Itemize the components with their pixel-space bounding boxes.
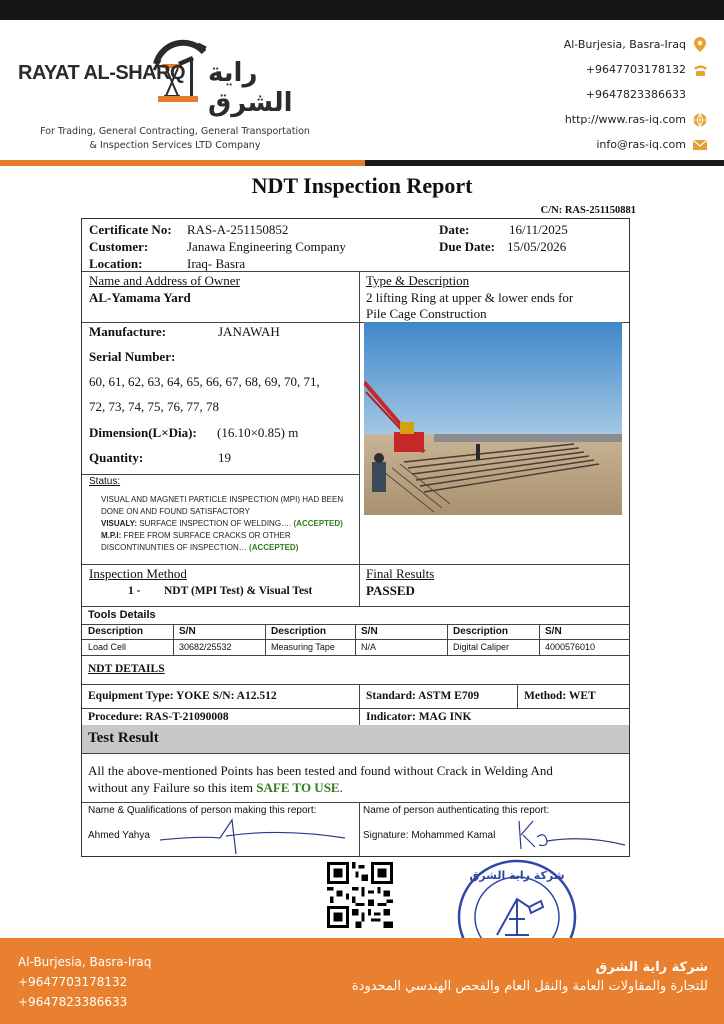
due-date-label: Due Date: [439,239,495,254]
type-value-1: 2 lifting Ring at upper & lower ends for [366,290,574,305]
tools-cell-measuring-tape-sn: N/A [361,642,377,652]
qr-code [327,862,393,928]
customer-value: Janawa Engineering Company [187,239,346,254]
control-number: C/N: RAS-251150881 [540,205,636,216]
ndt-procedure: Procedure: RAS-T-21090008 [88,711,229,723]
contact-website[interactable]: http://www.ras-iq.com [508,107,708,132]
final-results-value: PASSED [366,583,415,598]
method-label: Inspection Method [89,566,187,581]
maker-name: Ahmed Yahya [88,830,150,841]
manufacture-label: Manufacture: [89,324,167,339]
certificate-label: Certificate No: [89,222,172,237]
company-logo [18,34,318,118]
tools-cell-load-cell-sn: 30682/25532 [179,642,232,652]
date-value: 16/11/2025 [509,222,568,237]
footer-arabic: شركة راية الشرق للتجارة والمقاولات العامة والنقل العام والفحص الهندسي المحدودة [351,960,708,994]
footer [0,938,724,1024]
logo-text-ar: راية الشرق [208,58,293,118]
tools-header-sn-3: S/N [545,626,562,637]
auth-label: Name of person authenticating this report: [363,805,550,816]
header-band-orange [0,160,365,166]
location-pin-icon [692,37,708,53]
ndt-indicator: Indicator: MAG INK [366,711,472,723]
serial-line-2: 72, 73, 74, 75, 76, 77, 78 [89,399,219,414]
tools-header-description-3: Description [453,626,509,637]
tools-cell-measuring-tape: Measuring Tape [271,642,335,652]
maker-label: Name & Qualifications of person making this report: [88,805,317,816]
due-date-value: 15/05/2026 [507,239,567,254]
contact-info [508,32,708,157]
final-results-label: Final Results [366,566,435,581]
header-band-dark [365,160,724,166]
phone-icon [692,62,708,78]
type-label: Type & Description [366,273,470,288]
dimension-value: (16.10×0.85) m [217,425,299,440]
auth-name: Signature: Mohammed Kamal [363,830,496,841]
date-label: Date: [439,222,470,237]
stamp-text-ar: شركة راية الشرق [469,869,565,882]
mail-icon [692,137,708,153]
contact-address: Al-Burjesia, Basra-Iraq [508,32,708,57]
status-label: Status: [89,476,121,487]
ndt-title: NDT DETAILS [88,663,165,675]
tools-header-description-2: Description [271,626,327,637]
ndt-method: Method: WET [524,690,596,702]
owner-value: AL-Yamama Yard [89,290,191,305]
company-tagline: For Trading, General Contracting, General Transportation & Inspection Services LTD Company [40,126,310,151]
report-title: NDT Inspection Report [251,173,473,198]
auth-signature [515,815,630,853]
tools-cell-digital-caliper-sn: 4000576010 [545,642,596,652]
certificate-value: RAS-A-251150852 [187,222,289,237]
ndt-standard: Standard: ASTM E709 [366,690,480,702]
maker-signature [160,818,350,858]
type-value-2: Pile Cage Construction [366,306,487,321]
tools-title: Tools Details [88,609,156,621]
tools-header-description-1: Description [88,626,144,637]
test-result-title: Test Result [88,730,159,746]
tools-header-sn-2: S/N [361,626,378,637]
customer-label: Customer: [89,239,149,254]
inspection-site-photo [364,322,622,515]
quantity-label: Quantity: [89,450,144,465]
logo-text-en: RAYAT AL-SHARQ [18,62,186,84]
ndt-equipment: Equipment Type: YOKE S/N: A12.512 [88,690,277,702]
method-value: NDT (MPI Test) & Visual Test [164,585,313,597]
tools-header-sn-1: S/N [179,626,196,637]
top-bar [0,0,724,20]
test-result-text: All the above-mentioned Points has been tested and found without Crack in Welding And without any Failure so this item SAFE TO USE. [88,763,553,795]
tools-cell-digital-caliper: Digital Caliper [453,642,510,652]
owner-label: Name and Address of Owner [89,273,240,288]
contact-phone-2[interactable]: +9647823386633 [585,88,686,101]
tools-cell-load-cell: Load Cell [88,642,127,652]
test-result-header [82,725,629,753]
dimension-label: Dimension(L×Dia): [89,425,197,440]
quantity-value: 19 [218,450,231,465]
footer-contacts: Al-Burjesia, Basra-Iraq +9647703178132 +9647823386633 [18,955,152,1009]
contact-email[interactable]: info@ras-iq.com [508,132,708,157]
status-body: VISUAL AND MAGNETI PARTICLE INSPECTION (MPI) HAD BEEN DONE ON AND FOUND SATISFACTORY VISUALY: SURFACE INSPECTION OF WELDING…. (ACCEPTED) M.P.I: FREE FROM SURFACE CRACKS OR OTHER DISCONTINUNTIES OF INSPECTION… (ACCEPTED) [101,495,344,552]
serial-label: Serial Number: [89,349,176,364]
manufacture-value: JANAWAH [218,324,280,339]
globe-icon [692,112,708,128]
contact-phone-1[interactable]: +9647703178132 [508,57,708,82]
location-value: Iraq- Basra [187,256,246,271]
method-number: 1 - [128,585,141,597]
location-label: Location: [89,256,143,271]
serial-line-1: 60, 61, 62, 63, 64, 65, 66, 67, 68, 69, 70, 71, [89,374,320,389]
